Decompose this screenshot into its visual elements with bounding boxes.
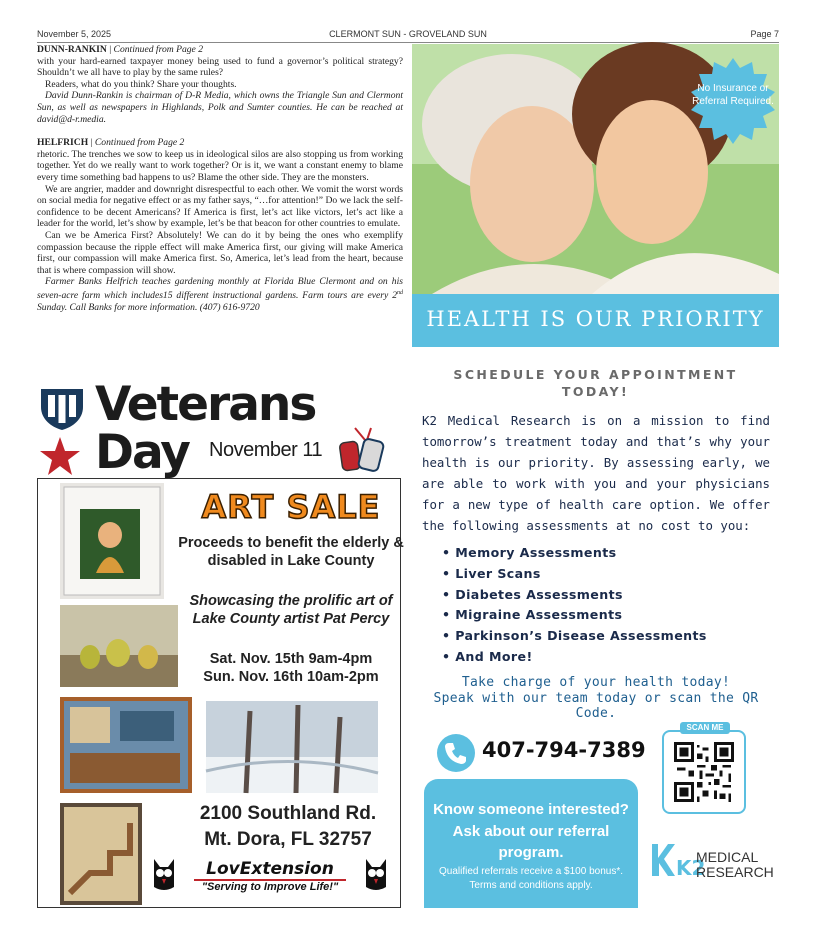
star-icon bbox=[39, 436, 81, 476]
dog-tags-icon bbox=[337, 426, 395, 474]
take-charge-line: Take charge of your health today! bbox=[461, 675, 731, 690]
continued-note: Continued from Page 2 bbox=[94, 137, 185, 149]
health-banner bbox=[412, 294, 779, 347]
art-sale-ad bbox=[37, 478, 404, 908]
list-item: • Parkinson’s Disease Assessments bbox=[442, 626, 707, 647]
phone-icon bbox=[437, 734, 475, 772]
address-line-1: 2100 Southland Rd. bbox=[199, 803, 377, 824]
k2-logo-text: K2 bbox=[676, 856, 706, 880]
author-bio: David Dunn-Rankin is chairman of D-R Media, which owns the Triangle Sun and Clermont Sun, as well as newspapers in Highlands, Polk and Sumter counties. He can be reached at david@d-r.media. bbox=[37, 90, 403, 125]
painting-room-image bbox=[60, 697, 192, 793]
call-to-action bbox=[422, 675, 770, 722]
article-heading: HELFRICH bbox=[37, 137, 89, 149]
list-item: • And More! bbox=[442, 647, 707, 668]
article-heading: DUNN-RANKIN bbox=[37, 44, 107, 55]
painting-child-image bbox=[60, 483, 164, 599]
list-item: • Diabetes Assessments bbox=[442, 585, 707, 606]
sale-dates bbox=[178, 651, 404, 686]
paper-name: CLERMONT SUN - GROVELAND SUN bbox=[329, 29, 487, 39]
sale-date-saturday: Sat. Nov. 15th 9am-4pm bbox=[209, 651, 373, 667]
issue-date: November 5, 2025 bbox=[37, 29, 112, 39]
paragraph: rhetoric. The trenches we sow to keep us in ideological silos are also stopping us from working together. Yet do we really want to work together? Or is it, we want a constant enemy to blame every time something bad happens to us? Blame the other side. They are the monsters. bbox=[37, 148, 403, 183]
list-item: • Memory Assessments bbox=[442, 543, 707, 564]
k2-logo-icon bbox=[650, 842, 706, 880]
header-rule bbox=[37, 42, 779, 43]
paragraph: Can we be America First? Absolutely! We can do it by being the ones who exemplify compassion because the ripple effect will make America first, our giving will make America first, our compassion will make America first. So, America, let’s lead from the heart, because that is where compassion will show. bbox=[37, 229, 403, 276]
scan-me-label: SCAN ME bbox=[680, 722, 730, 734]
heading-separator: | bbox=[88, 137, 95, 149]
painting-snow-image bbox=[206, 701, 378, 793]
brand-line-2: RESEARCH bbox=[696, 864, 774, 880]
showcase-text: Showcasing the prolific art of Lake County artist Pat Percy bbox=[189, 593, 393, 627]
no-insurance-badge: No Insurance or Referral Required. bbox=[692, 83, 774, 107]
author-bio: Farmer Banks Helfrich teaches gardening monthly at Florida Blue Clermont and on his seven-acre farm which includes15 different instructional gardens. Farm tours are every 2nd Sunday. Call Banks for more information. (407) 616-9720 bbox=[37, 276, 403, 313]
schedule-heading: SCHEDULE YOUR APPOINTMENT TODAY! bbox=[453, 367, 738, 399]
qr-code-icon[interactable] bbox=[674, 742, 734, 802]
painting-stairs-image bbox=[60, 803, 142, 905]
banner-text: HEALTH IS OUR PRIORITY bbox=[426, 307, 765, 331]
phone-number[interactable]: 407-794-7389 bbox=[482, 738, 646, 762]
shield-icon bbox=[39, 387, 85, 431]
k2-medical-ad bbox=[412, 44, 779, 908]
page-header bbox=[37, 29, 779, 43]
brand-name bbox=[696, 850, 774, 880]
proceeds-text: Proceeds to benefit the elderly & disabled in Lake County bbox=[178, 535, 404, 569]
assessment-list bbox=[442, 543, 707, 668]
sale-date-sunday: Sun. Nov. 16th 10am-2pm bbox=[203, 668, 379, 685]
paragraph: We are angrier, madder and downright disrespectful to each other. We vomit the worst words on social media for negative effect or as my father says, “…for attention!” Do we lack the self-confidence to be decent Americans? If America is first, let’s act like victors, let’s act like a leader for the world, let’s show by example, let’s be that beacon for other countries to emulate. bbox=[37, 183, 403, 230]
article-helfrich bbox=[37, 137, 403, 313]
list-item: • Migraine Assessments bbox=[442, 605, 707, 626]
art-sale-title: ART SALE bbox=[201, 488, 381, 526]
referral-box bbox=[424, 779, 638, 908]
continued-note: Continued from Page 2 bbox=[113, 44, 203, 55]
paragraph: with your hard-earned taxpayer money being used to fund a governor’s political strategy? Shouldn’t we all have to play by the same rules? bbox=[37, 55, 403, 79]
article-dunn-rankin bbox=[37, 44, 403, 125]
veterans-word: Veterans bbox=[95, 377, 316, 432]
org-name: LovExtension bbox=[206, 859, 334, 879]
lovextension-logo bbox=[150, 857, 390, 897]
paragraph: Readers, what do you think? Share your thoughts. bbox=[45, 78, 237, 90]
article-column bbox=[37, 44, 403, 313]
veterans-date: November 11 bbox=[209, 439, 323, 461]
veterans-day-banner bbox=[37, 377, 403, 480]
speak-line: Speak with our team today or scan the QR Code. bbox=[433, 690, 759, 721]
address-line-2: Mt. Dora, FL 32757 bbox=[204, 829, 372, 850]
brand-line-1: MEDICAL bbox=[696, 849, 759, 865]
owl-icon bbox=[362, 857, 390, 893]
painting-pears-image bbox=[60, 605, 178, 687]
list-item: • Liver Scans bbox=[442, 564, 707, 585]
sale-address bbox=[168, 801, 408, 853]
referral-heading: Know someone interested? Ask about our referral program. bbox=[433, 801, 629, 861]
org-tagline: "Serving to Improve Life!" bbox=[201, 881, 339, 893]
ad-body-text: K2 Medical Research is on a mission to find tomorrow’s treatment today and that’s why your health is our priority. By assessing early, we are able to work with you and your physicians for a new type of health care option. We offer the following assessments at no cost to you: bbox=[422, 413, 770, 533]
page-number: Page 7 bbox=[750, 29, 779, 39]
day-word: Day bbox=[95, 425, 189, 480]
heading-separator: | bbox=[106, 44, 114, 55]
referral-terms: Qualified referrals receive a $100 bonus*. Terms and conditions apply. bbox=[439, 866, 623, 891]
